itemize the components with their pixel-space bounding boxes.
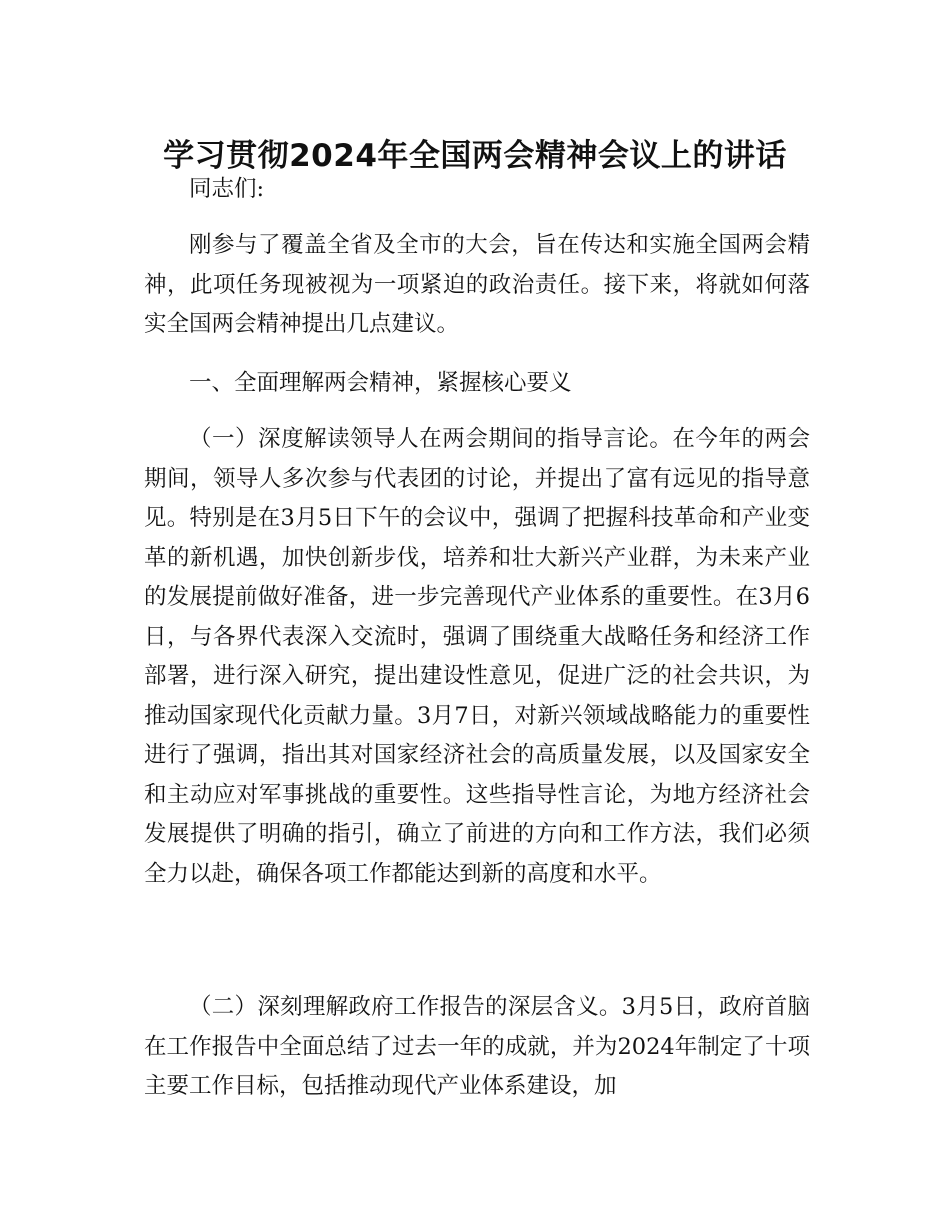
document-title: 学习贯彻2024年全国两会精神会议上的讲话 <box>163 137 787 174</box>
paragraph-section-1-2: （二）深刻理解政府工作报告的深层含义。3月5日，政府首脑在工作报告中全面总结了过去一年的成就，并为2024年制定了十项主要工作目标，包括推动现代产业体系建设，加 <box>144 994 810 1099</box>
section-heading-1: 一、全面理解两会精神，紧握核心要义 <box>189 370 572 396</box>
salutation: 同志们: <box>189 176 265 202</box>
paragraph-section-1-1: （一）深度解读领导人在两会期间的指导言论。在今年的两会期间，领导人多次参与代表团的讨论，并提出了富有远见的指导意见。特别是在3月5日下午的会议中，强调了把握科技革命和产业变革的新机遇，加快创新步伐，培养和壮大新兴产业群，为未来产业的发展提前做好准备，进一步完善现代产业体系的重要性。在3月6日，与各界代表深入交流时，强调了围绕重大战略任务和经济工作部署，进行深入研究，提出建设性意见，促进广泛的社会共识，为推动国家现代化贡献力量。3月7日，对新兴领域战略能力的重要性进行了强调，指出其对国家经济社会的高质量发展，以及国家安全和主动应对军事挑战的重要性。这些指导性言论，为地方经济社会发展提供了明确的指引，确立了前进的方向和工作方法，我们必须全力以赴，确保各项工作都能达到新的高度和水平。 <box>144 426 810 887</box>
paragraph-intro: 刚参与了覆盖全省及全市的大会，旨在传达和实施全国两会精神，此项任务现被视为一项紧迫的政治责任。接下来，将就如何落实全国两会精神提出几点建议。 <box>144 232 810 337</box>
